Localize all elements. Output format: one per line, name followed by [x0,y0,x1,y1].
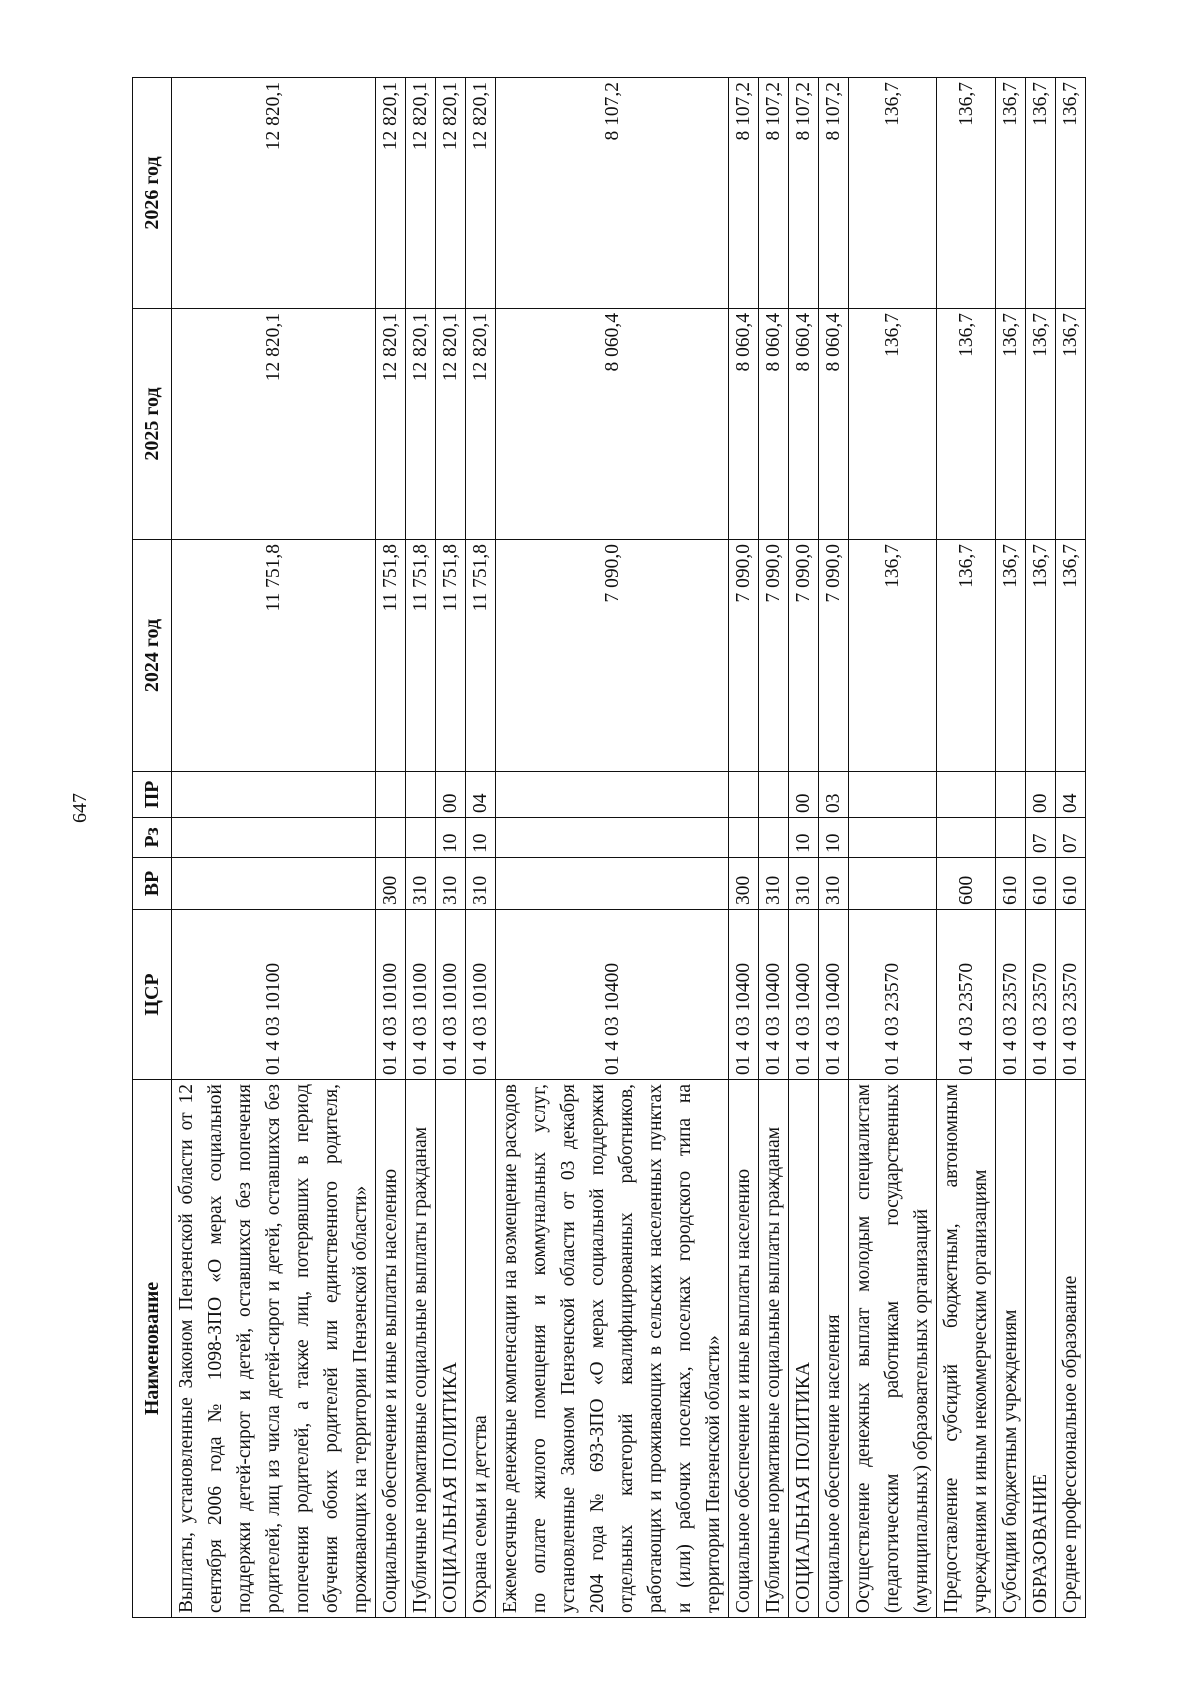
row-pr: 04 [1056,772,1086,818]
row-2025: 12 820,1 [376,309,406,540]
row-name: Охрана семьи и детства [466,1080,496,1618]
row-vr: 310 [759,858,789,910]
row-name: Публичные нормативные социальные выплаты гражданам [406,1080,436,1618]
header-pr: ПР [133,772,172,818]
row-name: Публичные нормативные социальные выплаты гражданам [759,1080,789,1618]
header-row [133,78,172,1618]
row-2026: 12 820,1 [376,78,406,309]
header-rz: Рз [133,818,172,858]
header-name: Наименование [133,1080,172,1618]
table-row [937,78,996,1618]
row-2026: 8 107,2 [789,78,819,309]
row-2025: 8 060,4 [789,309,819,540]
row-csr: 01 4 03 23570 [849,910,937,1080]
row-csr: 01 4 03 23570 [1056,910,1086,1080]
row-csr: 01 4 03 10400 [759,910,789,1080]
row-2024: 11 751,8 [436,540,466,772]
row-pr [759,772,789,818]
row-2026: 136,7 [849,78,937,309]
row-rz: 10 [436,818,466,858]
row-vr: 600 [937,858,996,910]
table-row [436,78,466,1618]
row-2024: 136,7 [1026,540,1056,772]
row-csr: 01 4 03 10100 [406,910,436,1080]
table-row [406,78,436,1618]
row-2025: 12 820,1 [466,309,496,540]
row-vr [496,858,729,910]
row-2025: 136,7 [1056,309,1086,540]
row-rz [937,818,996,858]
row-rz [406,818,436,858]
row-csr: 01 4 03 23570 [937,910,996,1080]
row-pr [937,772,996,818]
row-vr: 310 [466,858,496,910]
row-name: СОЦИАЛЬНАЯ ПОЛИТИКА [436,1080,466,1618]
table-row [376,78,406,1618]
row-name: Предоставление субсидий бюджетным, автономным учреждениям и иным некоммерческим организациям [937,1080,996,1618]
row-csr: 01 4 03 10100 [172,910,376,1080]
row-name: Выплаты, установленные Законом Пензенской области от 12 сентября 2006 года № 1098-ЗПО «О мерах социальной поддержки детей-сирот и детей, оставшихся без попечения родителей, лиц из числа детей-сирот и детей, оставшихся без попечения родителей, а также лиц, потерявших в период обучения обоих родителей или единственного родителя, проживающих на территории Пензенской области» [172,1080,376,1618]
row-2026: 8 107,2 [819,78,849,309]
row-2025: 8 060,4 [759,309,789,540]
row-rz: 07 [1056,818,1086,858]
row-rz: 10 [819,818,849,858]
row-name: Социальное обеспечение населения [819,1080,849,1618]
row-rz [172,818,376,858]
table-row [1026,78,1056,1618]
row-2024: 11 751,8 [172,540,376,772]
row-csr: 01 4 03 10400 [729,910,759,1080]
row-name: Ежемесячные денежные компенсации на возмещение расходов по оплате жилого помещения и коммунальных услуг, установленные Законом Пензенской области от 03 декабря 2004 года № 693-ЗПО «О мерах социальной поддержки отдельных категорий квалифицированных работников, работающих и проживающих в сельских населенных пунктах и (или) рабочих поселках, поселках городского типа на территории Пензенской области» [496,1080,729,1618]
header-2026: 2026 год [133,78,172,309]
table-row [496,78,729,1618]
row-2024: 136,7 [937,540,996,772]
row-rz [849,818,937,858]
row-vr: 310 [789,858,819,910]
row-rz [729,818,759,858]
row-rz: 10 [466,818,496,858]
row-2026: 136,7 [1026,78,1056,309]
row-2024: 136,7 [849,540,937,772]
row-name: ОБРАЗОВАНИЕ [1026,1080,1056,1618]
row-2026: 136,7 [1056,78,1086,309]
row-csr: 01 4 03 10400 [819,910,849,1080]
row-vr: 610 [1026,858,1056,910]
table-row [819,78,849,1618]
row-pr [729,772,759,818]
row-2024: 136,7 [1056,540,1086,772]
row-vr: 310 [406,858,436,910]
row-2026: 12 820,1 [436,78,466,309]
row-2024: 11 751,8 [466,540,496,772]
row-pr [406,772,436,818]
row-pr: 00 [436,772,466,818]
row-pr [849,772,937,818]
row-2026: 136,7 [996,78,1026,309]
row-2025: 8 060,4 [819,309,849,540]
row-pr: 04 [466,772,496,818]
page-number: 647 [69,793,91,823]
row-2025: 136,7 [937,309,996,540]
row-2025: 136,7 [849,309,937,540]
row-csr: 01 4 03 10400 [496,910,729,1080]
row-name: Субсидии бюджетным учреждениям [996,1080,1026,1618]
row-name: Социальное обеспечение и иные выплаты населению [729,1080,759,1618]
row-csr: 01 4 03 10400 [789,910,819,1080]
row-vr: 610 [1056,858,1086,910]
table-row [849,78,937,1618]
row-csr: 01 4 03 23570 [1026,910,1056,1080]
row-2025: 8 060,4 [496,309,729,540]
row-2025: 12 820,1 [406,309,436,540]
table-row [172,78,376,1618]
row-2024: 7 090,0 [789,540,819,772]
row-rz: 07 [1026,818,1056,858]
row-name: Социальное обеспечение и иные выплаты населению [376,1080,406,1618]
row-vr: 310 [819,858,849,910]
row-pr: 03 [819,772,849,818]
table-row [996,78,1026,1618]
row-2026: 136,7 [937,78,996,309]
row-rz: 10 [789,818,819,858]
row-pr [996,772,1026,818]
row-vr: 300 [729,858,759,910]
row-pr [496,772,729,818]
row-2024: 11 751,8 [376,540,406,772]
row-2026: 12 820,1 [466,78,496,309]
rotated-table-wrapper [132,78,1081,1618]
row-2026: 8 107,2 [759,78,789,309]
table-row [729,78,759,1618]
row-2024: 7 090,0 [759,540,789,772]
row-vr: 300 [376,858,406,910]
row-2025: 12 820,1 [436,309,466,540]
row-rz [376,818,406,858]
table-row [466,78,496,1618]
row-2026: 8 107,2 [496,78,729,309]
row-2026: 12 820,1 [406,78,436,309]
row-2024: 136,7 [996,540,1026,772]
row-csr: 01 4 03 10100 [436,910,466,1080]
row-2024: 7 090,0 [819,540,849,772]
row-name: Осуществление денежных выплат молодым специалистам (педагогическим работникам государственных (муниципальных) образовательных организаций [849,1080,937,1618]
row-csr: 01 4 03 23570 [996,910,1026,1080]
row-rz [759,818,789,858]
row-name: СОЦИАЛЬНАЯ ПОЛИТИКА [789,1080,819,1618]
row-csr: 01 4 03 10100 [376,910,406,1080]
table-row [759,78,789,1618]
row-2026: 8 107,2 [729,78,759,309]
header-2025: 2025 год [133,309,172,540]
row-name: Среднее профессиональное образование [1056,1080,1086,1618]
row-rz [996,818,1026,858]
row-2024: 7 090,0 [496,540,729,772]
row-2026: 12 820,1 [172,78,376,309]
row-rz [496,818,729,858]
row-2025: 12 820,1 [172,309,376,540]
row-vr [172,858,376,910]
header-2024: 2024 год [133,540,172,772]
table-row [789,78,819,1618]
row-vr [849,858,937,910]
header-csr: ЦСР [133,910,172,1080]
header-vr: ВР [133,858,172,910]
row-pr [172,772,376,818]
row-2025: 136,7 [996,309,1026,540]
row-2025: 136,7 [1026,309,1056,540]
row-pr: 00 [1026,772,1056,818]
row-csr: 01 4 03 10100 [466,910,496,1080]
row-pr: 00 [789,772,819,818]
row-2024: 11 751,8 [406,540,436,772]
budget-table [132,77,1086,1618]
row-2024: 7 090,0 [729,540,759,772]
row-pr [376,772,406,818]
row-vr: 610 [996,858,1026,910]
table-row [1056,78,1086,1618]
row-vr: 310 [436,858,466,910]
row-2025: 8 060,4 [729,309,759,540]
